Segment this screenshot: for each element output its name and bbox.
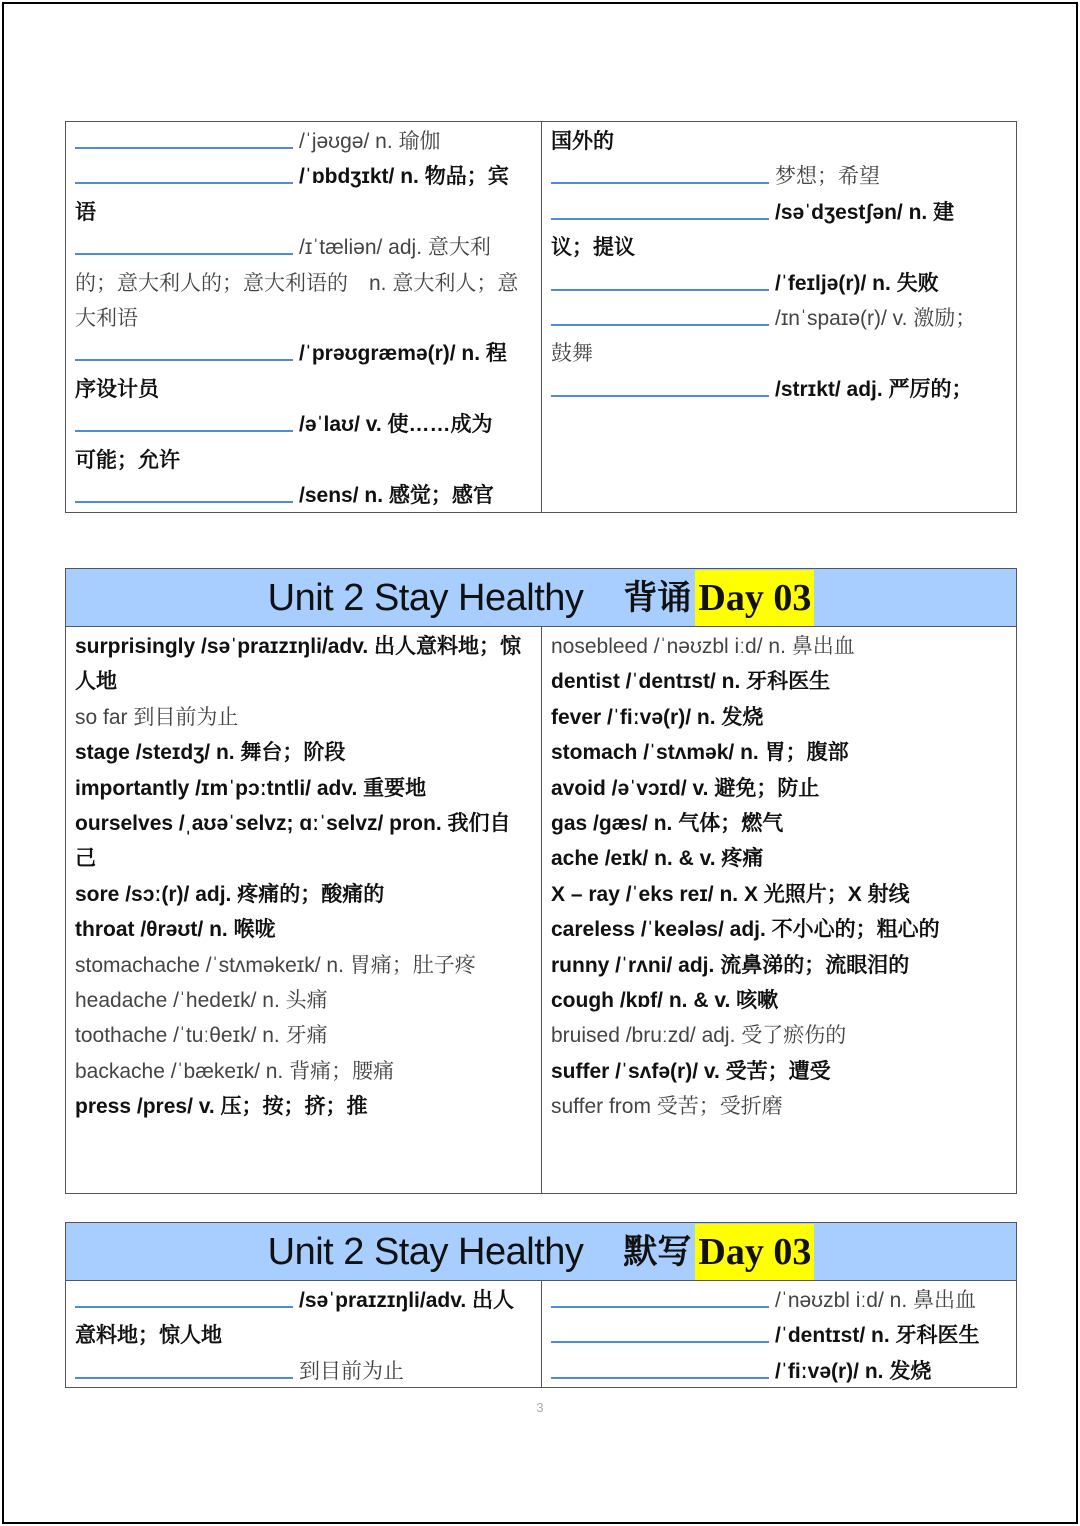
entry-text: careless /ˈkeələs/ adj. 不小心的；粗心的	[551, 918, 940, 942]
answer-blank[interactable]	[551, 1355, 769, 1379]
entry-text: /ɪˈtæliən/ adj. 意大利	[299, 236, 491, 260]
entry-text: gas /ɡæs/ n. 气体；燃气	[551, 812, 784, 836]
day-badge: Day 03	[695, 1224, 814, 1280]
entry-text: 序设计员	[75, 377, 159, 401]
entry-text: stage /steɪdʒ/ n. 舞台；阶段	[75, 741, 346, 765]
answer-blank[interactable]	[551, 160, 769, 184]
answer-blank[interactable]	[75, 408, 293, 432]
right-column	[541, 122, 1016, 512]
entry-text: so far 到目前为止	[75, 705, 239, 729]
fill-in-entry	[75, 478, 533, 513]
vocab-line	[551, 230, 1008, 265]
entry-text: /ˈjəʊɡə/ n. 瑜伽	[299, 130, 441, 153]
entry-text: headache /ˈhedeɪk/ n. 头痛	[75, 989, 328, 1013]
vocab-line	[75, 983, 533, 1018]
vocab-line	[551, 336, 1008, 371]
fill-in-entry	[551, 372, 1008, 407]
vocab-line	[551, 700, 1008, 735]
entry-text: runny /ˈrʌni/ adj. 流鼻涕的；流眼泪的	[551, 953, 910, 977]
answer-blank[interactable]	[75, 337, 293, 361]
entry-text: /ɪnˈspaɪə(r)/ v. 激励；	[775, 307, 977, 331]
answer-blank[interactable]	[75, 1355, 293, 1379]
fill-in-entry	[75, 124, 533, 159]
entry-text: backache /ˈbækeɪk/ n. 背痛；腰痛	[75, 1059, 395, 1083]
vocab-grid-1	[65, 121, 1017, 513]
entry-text: 大利语	[75, 307, 138, 331]
vocab-line	[75, 1018, 533, 1053]
entry-text: 到目前为止	[299, 1359, 404, 1383]
entry-text: stomachache /ˈstʌməkeɪk/ n. 胃痛；肚子疼	[75, 953, 476, 977]
right-column	[541, 1281, 1016, 1387]
answer-blank[interactable]	[551, 196, 769, 220]
vocab-line	[551, 629, 1008, 664]
left-column	[66, 627, 541, 1193]
vocab-line	[551, 948, 1008, 983]
entry-text: dentist /ˈdentɪst/ n. 牙科医生	[551, 670, 831, 694]
section-header-dictation	[65, 1222, 1017, 1280]
vocab-line	[551, 1018, 1008, 1053]
fill-in-entry	[75, 336, 533, 371]
vocab-line	[551, 1054, 1008, 1089]
answer-blank[interactable]	[551, 373, 769, 397]
answer-blank[interactable]	[75, 231, 293, 255]
answer-blank[interactable]	[551, 302, 769, 326]
vocab-grid-2	[65, 626, 1017, 1194]
vocab-line	[75, 629, 533, 664]
entry-text: X – ray /ˈeks reɪ/ n. X 光照片；X 射线	[551, 882, 910, 906]
vocab-line	[75, 1089, 533, 1124]
vocab-line	[551, 1089, 1008, 1124]
vocab-line	[75, 948, 533, 983]
entry-text: ourselves /ˌaʊəˈselvz; ɑːˈselvz/ pron. 我们自	[75, 812, 511, 836]
entry-text: surprisingly /səˈpraɪzɪŋli/adv. 出人意料地；惊	[75, 635, 522, 658]
entry-text: /sens/ n. 感觉；感官	[299, 484, 494, 508]
entry-text: toothache /ˈtuːθeɪk/ n. 牙痛	[75, 1024, 328, 1048]
entry-text: suffer /ˈsʌfə(r)/ v. 受苦；遭受	[551, 1059, 831, 1083]
answer-blank[interactable]	[75, 1284, 293, 1308]
entry-text: /səˈpraɪzɪŋli/adv. 出人	[299, 1289, 515, 1312]
unit-title: Unit 2 Stay Healthy	[267, 577, 584, 619]
day-badge: Day 03	[695, 570, 814, 626]
vocab-line	[551, 124, 1008, 159]
vocab-line	[75, 912, 533, 947]
page-number: 3	[536, 1400, 544, 1415]
vocab-line	[75, 700, 533, 735]
fill-in-entry	[551, 301, 1008, 336]
entry-text: 己	[75, 847, 96, 871]
vocab-line	[75, 771, 533, 806]
vocab-line	[75, 735, 533, 770]
entry-text: 梦想；希望	[775, 165, 880, 189]
vocab-line	[551, 806, 1008, 841]
mode-label: 默写	[623, 1232, 692, 1272]
answer-blank[interactable]	[551, 1284, 769, 1308]
vocab-line	[75, 664, 533, 699]
entry-text: /ˈfiːvə(r)/ n. 发烧	[775, 1359, 932, 1383]
entry-text: 语	[75, 200, 96, 224]
fill-in-entry	[75, 230, 533, 265]
entry-text: /əˈlaʊ/ v. 使……成为	[299, 413, 493, 437]
entry-text: suffer from 受苦；受折磨	[551, 1095, 783, 1119]
entry-text: 国外的	[551, 130, 614, 153]
fill-in-entry	[551, 1318, 1008, 1353]
section-header-recite	[65, 568, 1017, 626]
fill-in-entry	[551, 159, 1008, 194]
fill-in-entry	[551, 266, 1008, 301]
vocab-line	[75, 1318, 533, 1353]
entry-text: fever /ˈfiːvə(r)/ n. 发烧	[551, 705, 764, 729]
vocab-line	[75, 877, 533, 912]
unit-title: Unit 2 Stay Healthy	[267, 1231, 584, 1273]
vocab-grid-3	[65, 1280, 1017, 1388]
entry-text: press /pres/ v. 压；按；挤；推	[75, 1095, 368, 1119]
answer-blank[interactable]	[75, 160, 293, 184]
entry-text: bruised /bruːzd/ adj. 受了瘀伤的	[551, 1024, 847, 1048]
entry-text: stomach /ˈstʌmək/ n. 胃；腹部	[551, 741, 849, 765]
fill-in-entry	[75, 159, 533, 194]
fill-in-entry	[75, 1354, 533, 1389]
vocab-line	[75, 806, 533, 841]
entry-text: ache /eɪk/ n. & v. 疼痛	[551, 847, 764, 871]
entry-text: /strɪkt/ adj. 严厉的；	[775, 377, 973, 401]
right-column	[541, 627, 1016, 1193]
entry-text: /səˈdʒestʃən/ n. 建	[775, 200, 955, 224]
answer-blank[interactable]	[75, 125, 293, 149]
mode-label: 背诵	[623, 578, 692, 618]
entry-text: sore /sɔː(r)/ adj. 疼痛的；酸痛的	[75, 882, 385, 906]
vocab-line	[551, 841, 1008, 876]
vocab-line	[551, 912, 1008, 947]
answer-blank[interactable]	[75, 479, 293, 503]
entry-text: avoid /əˈvɔɪd/ v. 避免；防止	[551, 776, 820, 800]
entry-text: /ˈnəʊzbl iːd/ n. 鼻出血	[775, 1289, 976, 1312]
answer-blank[interactable]	[551, 1319, 769, 1343]
entry-text: /ˈfeɪljə(r)/ n. 失败	[775, 271, 939, 295]
left-column	[66, 1281, 541, 1387]
entry-text: nosebleed /ˈnəʊzbl iːd/ n. 鼻出血	[551, 635, 855, 658]
entry-text: throat /θrəʊt/ n. 喉咙	[75, 918, 276, 942]
left-column	[66, 122, 541, 512]
fill-in-entry	[75, 1283, 533, 1318]
fill-in-entry	[551, 195, 1008, 230]
entry-text: 可能；允许	[75, 448, 180, 472]
vocab-line	[75, 1054, 533, 1089]
entry-text: importantly /ɪmˈpɔːtntli/ adv. 重要地	[75, 776, 427, 800]
vocab-line	[551, 877, 1008, 912]
fill-in-entry	[75, 407, 533, 442]
entry-text: /ˈɒbdʒɪkt/ n. 物品；宾	[299, 165, 509, 189]
vocab-line	[75, 266, 533, 301]
entry-text: 意料地；惊人地	[75, 1324, 222, 1348]
entry-text: 人地	[75, 670, 117, 694]
vocab-line	[551, 735, 1008, 770]
vocab-line	[551, 771, 1008, 806]
vocab-line	[75, 443, 533, 478]
entry-text: cough /kɒf/ n. & v. 咳嗽	[551, 989, 779, 1013]
vocab-line	[75, 195, 533, 230]
vocab-line	[551, 983, 1008, 1018]
entry-text: 议；提议	[551, 236, 635, 260]
entry-text: 的；意大利人的；意大利语的 n. 意大利人；意	[75, 271, 519, 295]
fill-in-entry	[551, 1354, 1008, 1389]
fill-in-entry	[551, 1283, 1008, 1318]
entry-text: 鼓舞	[551, 342, 593, 366]
entry-text: /ˈdentɪst/ n. 牙科医生	[775, 1324, 980, 1348]
answer-blank[interactable]	[551, 267, 769, 291]
vocab-line	[551, 664, 1008, 699]
vocab-line	[75, 301, 533, 336]
vocab-line	[75, 841, 533, 876]
vocab-line	[75, 372, 533, 407]
entry-text: /ˈprəʊɡræmə(r)/ n. 程	[299, 342, 507, 366]
